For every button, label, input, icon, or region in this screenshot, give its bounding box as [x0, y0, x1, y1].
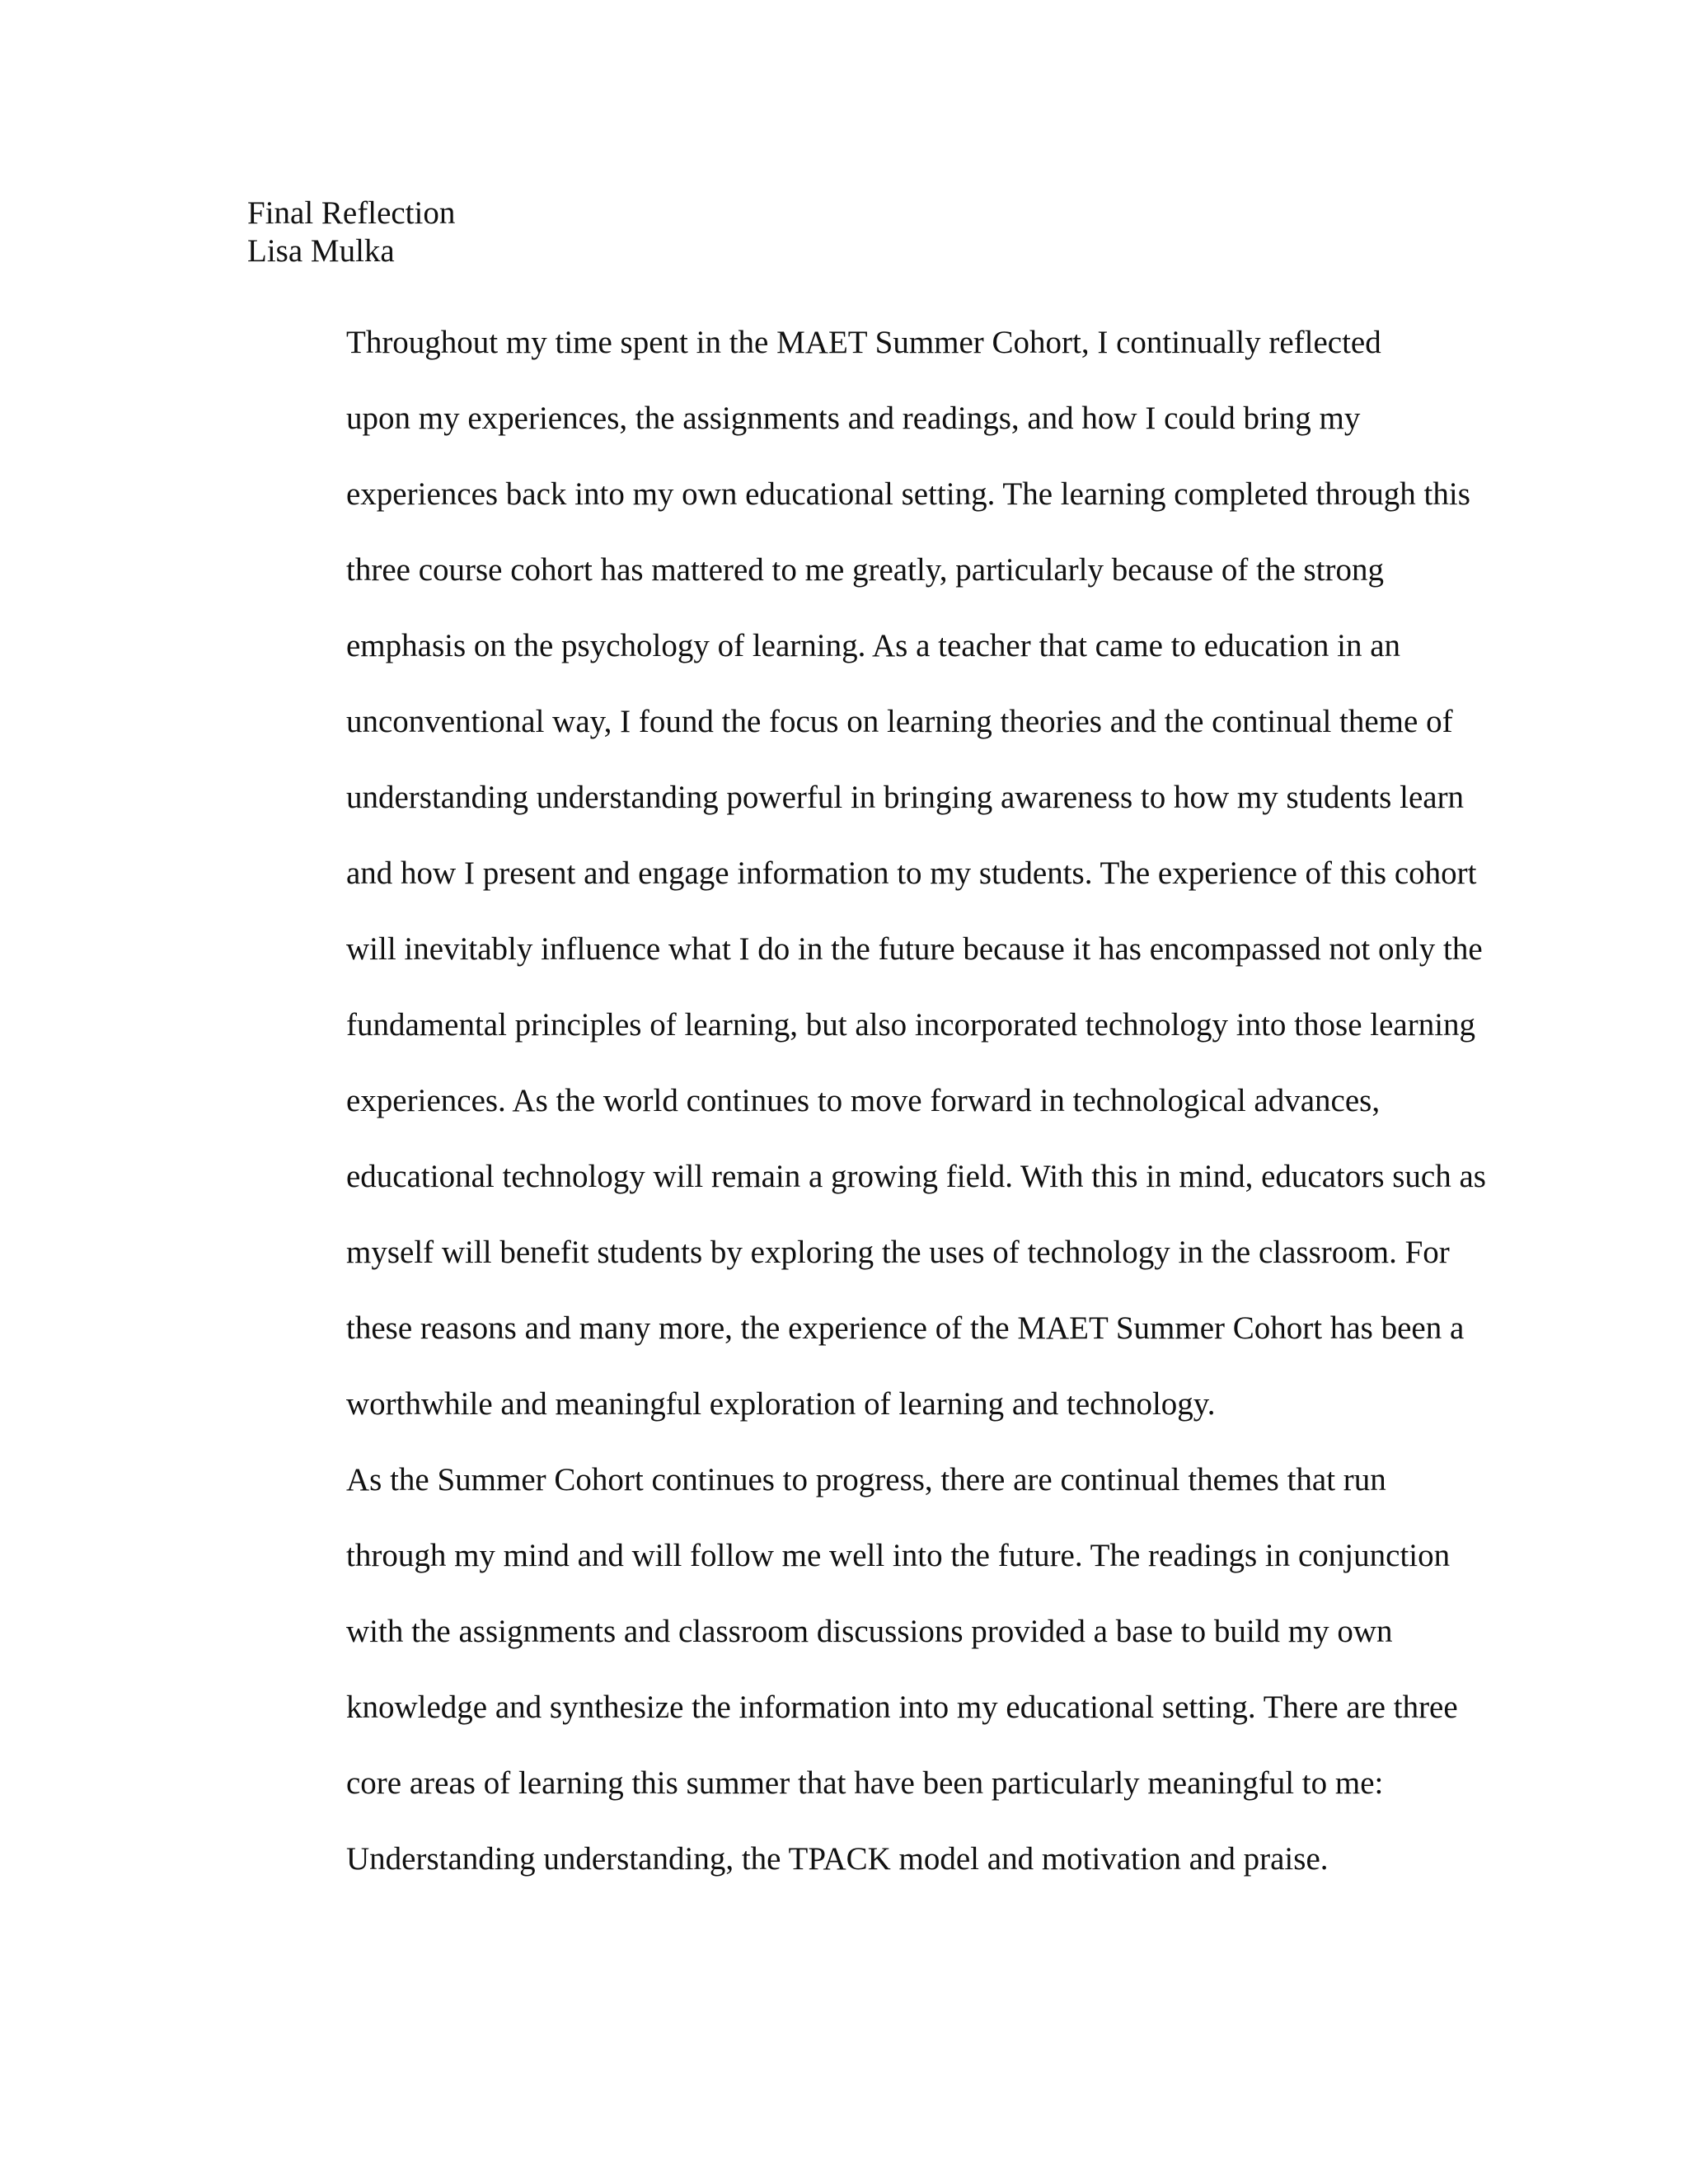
- paragraph-2-line: Understanding understanding, the TPACK model and motivation and praise.: [346, 1841, 1329, 1877]
- paragraph-1-line: three course cohort has mattered to me greatly, particularly because of the strong: [346, 552, 1385, 588]
- paragraph-1-line: emphasis on the psychology of learning. As a teacher that came to education in an: [346, 628, 1401, 663]
- paragraph-1-line: these reasons and many more, the experience of the MAET Summer Cohort has been a: [346, 1310, 1465, 1346]
- paragraph-1-line: unconventional way, I found the focus on learning theories and the continual theme of: [346, 704, 1453, 739]
- paragraph-1-line: will inevitably influence what I do in the future because it has encompassed not only the: [346, 931, 1483, 967]
- paragraph-2: [247, 1442, 1458, 1897]
- paragraph-2-line: As the Summer Cohort continues to progress, there are continual themes that run: [346, 1462, 1386, 1497]
- document-content: [247, 194, 1486, 1897]
- paragraph-1-line: and how I present and engage information to my students. The experience of this cohort: [346, 855, 1477, 891]
- paragraph-1-line: fundamental principles of learning, but also incorporated technology into those learning: [346, 1007, 1476, 1043]
- paragraph-2-line: knowledge and synthesize the information into my educational setting. There are three: [346, 1690, 1458, 1725]
- paragraph-1-line: worthwhile and meaningful exploration of learning and technology.: [346, 1386, 1216, 1422]
- paragraph-1-line: experiences back into my own educational setting. The learning completed through this: [346, 476, 1470, 512]
- paragraph-2-line: through my mind and will follow me well into the future. The readings in conjunction: [346, 1538, 1451, 1573]
- document-author: Lisa Mulka: [247, 233, 395, 269]
- paragraph-1-line: experiences. As the world continues to move forward in technological advances,: [346, 1083, 1381, 1118]
- paragraph-1-line: upon my experiences, the assignments and readings, and how I could bring my: [346, 401, 1361, 436]
- paragraph-1: [247, 305, 1486, 1442]
- document-body: [247, 305, 1486, 1897]
- paragraph-2-line: with the assignments and classroom discussions provided a base to build my own: [346, 1614, 1393, 1649]
- paragraph-1-line: myself will benefit students by exploring the uses of technology in the classroom. For: [346, 1235, 1450, 1270]
- paragraph-1-line: understanding understanding powerful in bringing awareness to how my students learn: [346, 780, 1465, 815]
- paragraph-2-line: core areas of learning this summer that have been particularly meaningful to me:: [346, 1765, 1384, 1801]
- paragraph-1-line: Throughout my time spent in the MAET Summer Cohort, I continually reflected: [346, 325, 1381, 360]
- paragraph-1-line: educational technology will remain a growing field. With this in mind, educators such as: [346, 1159, 1486, 1194]
- document-title: Final Reflection: [247, 195, 456, 231]
